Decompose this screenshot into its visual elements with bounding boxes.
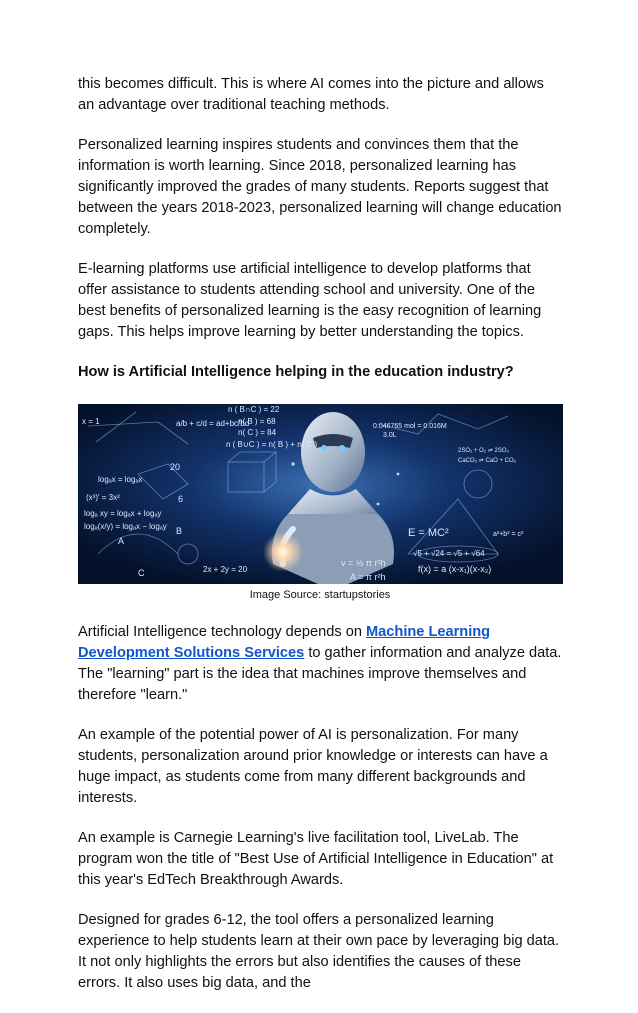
paragraph: Personalized learning inspires students and convinces them that the information is worth learning. Since 2018, personalized learning has significantly improved the grades of many students. Reports suggest that between the years 2018-2023, personalized learning will change education completely. <box>78 137 562 237</box>
formula-text: 6 <box>178 494 184 504</box>
formula-text: logₐ(x/y) = logₐx − logₐy <box>84 522 167 531</box>
formula-text: n( B ) = 68 <box>238 417 276 426</box>
formula-text: 20 <box>170 462 181 472</box>
formula-text: logₐ xy = logₐx + logₐy <box>84 509 162 518</box>
formula-text: A <box>118 536 125 546</box>
formula-text: E = MC² <box>408 527 449 539</box>
paragraph: Designed for grades 6-12, the tool offers a personalized learning experience to help students learn at their own pace by leveraging big data. It not only highlights the errors but also identifies the causes of these errors. It also uses big data, and the <box>78 912 560 991</box>
formula-text: v = ⅓ π r²h <box>341 558 386 568</box>
paragraph: E-learning platforms use artificial intelligence to develop platforms that offer assistance to students attending school and university. One of the best benefits of personalized learning is the easy recognition of learning gaps. This helps improve learning by better understanding the topics. <box>78 261 542 340</box>
formula-text: f(x) = a (x-x₁)(x-x₂) <box>418 564 492 574</box>
paragraph: this becomes difficult. This is where AI comes into the picture and allows an advantage over traditional teaching methods. <box>78 76 544 113</box>
paragraph-text: to gather information and analyze data. The "learning" part is the idea that machines improve themselves and therefore "learn." <box>78 645 562 703</box>
formula-text: A = π r²h <box>350 572 386 582</box>
formula-text: 2SO₂ + O₂ ⇌ 2SO₃ <box>458 448 509 454</box>
image-caption: Image Source: startupstories <box>249 589 391 601</box>
formula-text: CaCO₃ ⇌ CaO + CO₂ <box>458 458 516 464</box>
ml-services-link[interactable]: Machine Learning Development Solutions Services <box>78 624 491 661</box>
formula-text: C <box>138 568 145 578</box>
formula-text: logₐx = logₐx <box>98 475 143 484</box>
formula-text: (x³)' = 3x² <box>86 493 120 502</box>
document-page <box>78 74 562 1013</box>
paragraph <box>78 622 562 706</box>
formula-text: n ( B∩C ) = 22 <box>228 405 280 414</box>
formula-text: 2x + 2y = 20 <box>203 565 248 574</box>
formula-text: √5 + √24 = √5 + √64 <box>413 549 485 558</box>
section-heading: How is Artificial Intelligence helping in the education industry? <box>78 364 514 380</box>
paragraph: An example is Carnegie Learning's live facilitation tool, LiveLab. The program won the title of "Best Use of Artificial Intelligence in Education" at this year's EdTech Breakthrough Awards. <box>78 830 554 888</box>
formula-text: n ( B∪C ) = n( B ) + n( C ) <box>226 440 318 449</box>
formula-text: a²+b² = c² <box>493 531 524 538</box>
formula-text: 3.0L <box>383 432 397 439</box>
ai-robot-illustration <box>78 404 563 584</box>
formula-text: B <box>176 526 183 536</box>
ai-education-image <box>78 404 563 584</box>
formula-text: n( C ) = 84 <box>238 428 277 437</box>
paragraph: An example of the potential power of AI is personalization. For many students, personalization around prior knowledge or interests can have a huge impact, as students come from many different backgrounds and interests. <box>78 727 548 806</box>
formula-text: 0.046765 mol = 0.016M <box>373 423 447 430</box>
formula-text: a/b + c/d = ad+bc/bd <box>176 419 250 428</box>
paragraph-text: Artificial Intelligence technology depends on <box>78 624 367 640</box>
formula-text: x = 1 <box>82 417 100 426</box>
